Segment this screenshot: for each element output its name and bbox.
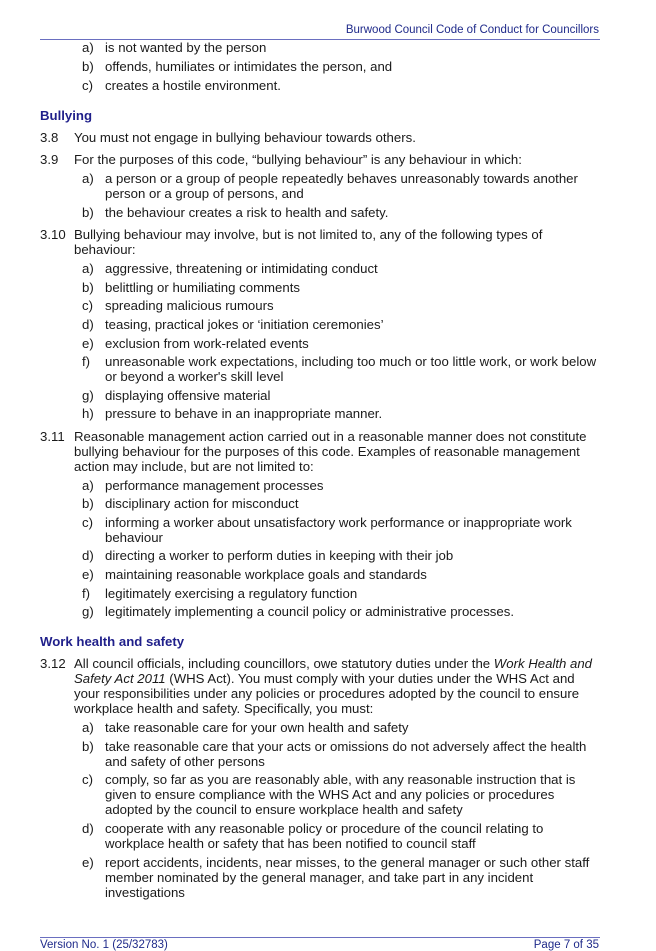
list-item: c) comply, so far as you are reasonably able, with any reasonable instruction that is given to ensure compliance with the WHS Act and any policies or procedures adopted by the council to ensure workplace health and safety — [82, 772, 576, 817]
footer-divider — [40, 937, 600, 938]
list-item: a) take reasonable care for your own health and safety — [82, 720, 409, 735]
list-item: g) legitimately implementing a council policy or administrative processes. — [82, 604, 514, 619]
list-item: b) offends, humiliates or intimidates the person, and — [82, 59, 393, 74]
list-item: b) disciplinary action for misconduct — [82, 496, 299, 511]
clause-3-9: 3.9 For the purposes of this code, “bullying behaviour” is any behaviour in which: — [40, 152, 522, 167]
list-item: a) is not wanted by the person — [82, 40, 267, 55]
clause-3-10: 3.10 Bullying behaviour may involve, but is not limited to, any of the following types of behaviour: — [40, 227, 543, 257]
section-heading-whs: Work health and safety — [40, 634, 185, 649]
running-header-title: Burwood Council Code of Conduct for Councillors — [345, 24, 599, 36]
list-item: a) performance management processes — [82, 478, 324, 493]
clause-3-11: 3.11 Reasonable management action carried out in a reasonable manner does not constitute bullying behaviour for the purposes of this code. Examples of reasonable management action may include, but are not limited to: — [40, 429, 587, 474]
section-heading-bullying: Bullying — [40, 108, 93, 123]
list-item: b) the behaviour creates a risk to health and safety. — [82, 205, 389, 220]
list-item: b) take reasonable care that your acts or omissions do not adversely affect the health and safety of other persons — [82, 739, 587, 769]
list-item: h) pressure to behave in an inappropriate manner. — [82, 406, 383, 421]
list-item: a) aggressive, threatening or intimidating conduct — [82, 261, 378, 276]
list-item: c) spreading malicious rumours — [82, 298, 274, 313]
list-item: e) maintaining reasonable workplace goals and standards — [82, 567, 427, 582]
list-item: d) teasing, practical jokes or ‘initiation ceremonies’ — [82, 317, 384, 332]
list-item: b) belittling or humiliating comments — [82, 280, 300, 295]
list-item: c) creates a hostile environment. — [82, 78, 281, 93]
footer-page-number: Page 7 of 35 — [533, 939, 599, 951]
list-item: e) exclusion from work-related events — [82, 336, 309, 351]
list-item: a) a person or a group of people repeatedly behaves unreasonably towards another person or a group of persons, and — [82, 171, 578, 201]
clause-3-12: 3.12 All council officials, including councillors, owe statutory duties under the Work Health and Safety Act 2011 (WHS Act). You must comply with your duties under the WHS Act and your responsibilities under any policies or procedures adopted by the council to ensure workplace health and safety. Specifically, you must: — [40, 656, 592, 716]
list-item: d) directing a worker to perform duties in keeping with their job — [82, 548, 454, 563]
footer-version: Version No. 1 (25/32783) — [40, 939, 168, 951]
clause-3-8: 3.8 You must not engage in bullying behaviour towards others. — [40, 130, 416, 145]
list-item: f) legitimately exercising a regulatory function — [82, 586, 358, 601]
list-item: c) informing a worker about unsatisfactory work performance or inappropriate work behaviour — [82, 515, 572, 545]
list-item: d) cooperate with any reasonable policy or procedure of the council relating to workplace health or safety that has been notified to council staff — [82, 821, 544, 851]
list-item: f) unreasonable work expectations, including too much or too little work, or work below or beyond a worker's skill level — [82, 354, 597, 384]
list-item: e) report accidents, incidents, near misses, to the general manager or such other staff member nominated by the general manager, and take part in any incident investigations — [82, 855, 590, 900]
list-item: g) displaying offensive material — [82, 388, 271, 403]
